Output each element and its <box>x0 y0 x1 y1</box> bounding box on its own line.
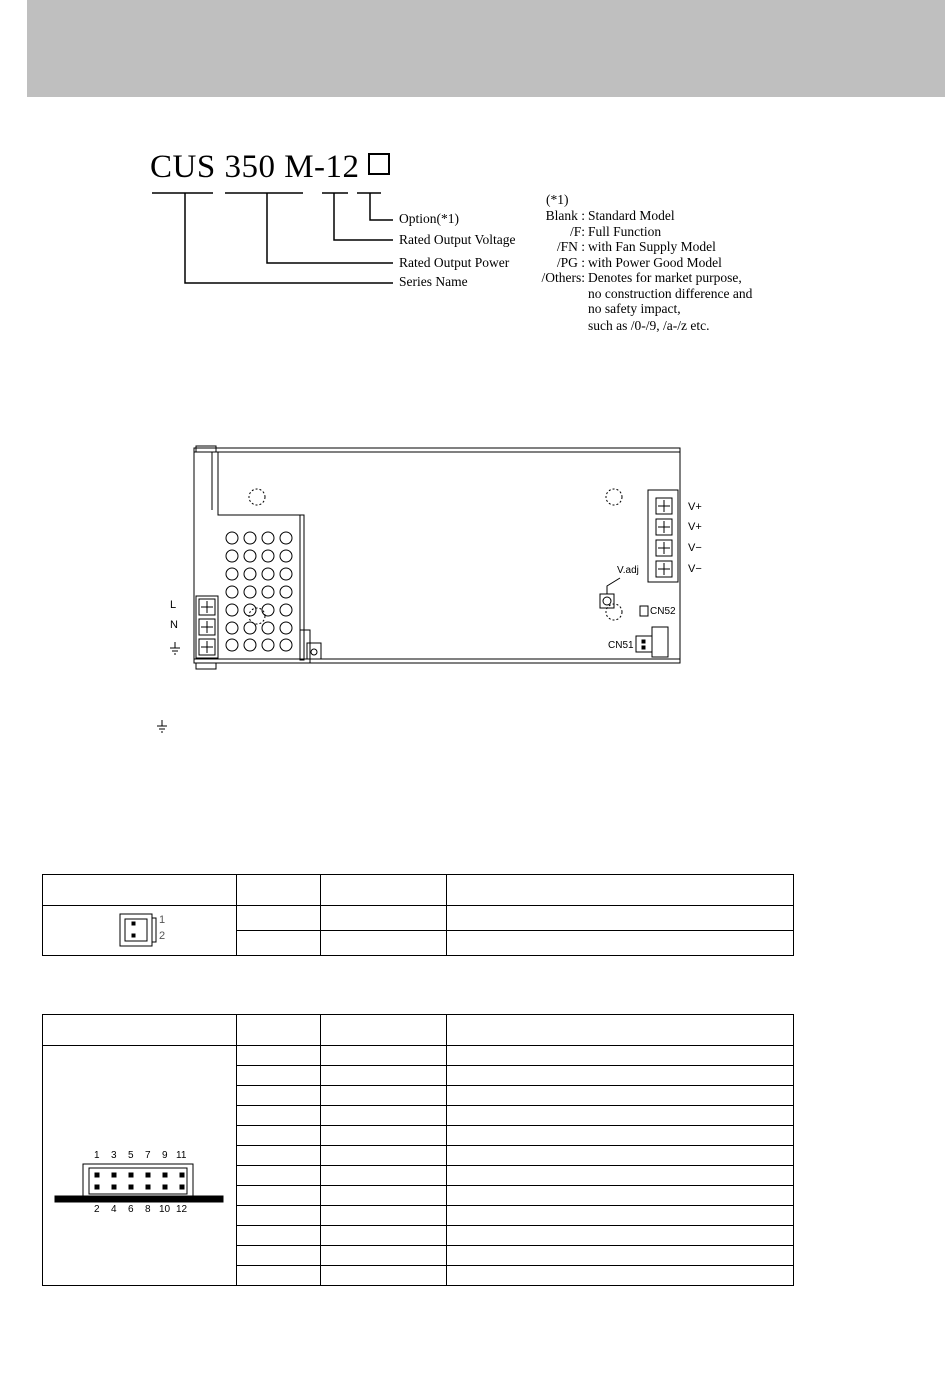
cn51-label: CN51 <box>608 640 634 651</box>
cn51-connector-icon <box>119 912 179 952</box>
cn52-label: CN52 <box>650 606 676 617</box>
option-code-fn: /FN : <box>556 239 585 254</box>
cn52-pin-4: 4 <box>111 1204 117 1215</box>
vadj-label: V.adj <box>617 565 639 576</box>
terminal-label-v-minus-2: V− <box>688 563 702 575</box>
option-desc-fn: with Fan Supply Model <box>588 239 716 254</box>
cn52-pin-5: 5 <box>128 1150 134 1161</box>
cn52-pin-10: 10 <box>159 1204 171 1215</box>
option-continuation-3: such as /0-/9, /a-/z etc. <box>588 318 710 333</box>
vent-holes <box>226 532 292 651</box>
model-voltage: 12 <box>325 149 360 185</box>
option-desc-f: Full Function <box>588 224 662 239</box>
option-continuation-2: no safety impact, <box>588 301 681 316</box>
model-power: 350 <box>224 149 276 185</box>
terminal-label-v-plus-1: V+ <box>688 501 702 513</box>
cn52-pin-7: 7 <box>145 1150 151 1161</box>
cn51-pin-table <box>42 874 794 956</box>
option-desc-pg: with Power Good Model <box>588 255 722 270</box>
option-continuation-1: no construction difference and <box>588 286 753 301</box>
cn52-pin-1: 1 <box>94 1150 100 1161</box>
cn52-connector-icon <box>43 1156 237 1236</box>
label-option: Option(*1) <box>399 211 459 226</box>
cn52-pin-11: 11 <box>176 1150 187 1161</box>
option-code-blank: Blank : <box>545 208 585 223</box>
model-grade: M <box>284 149 315 185</box>
terminal-label-n: N <box>170 619 178 631</box>
cn52-pin-table <box>42 1014 794 1286</box>
cn52-pin-8: 8 <box>145 1204 151 1215</box>
label-series-name: Series Name <box>399 274 468 289</box>
cn51-pin-2: 2 <box>159 930 166 942</box>
model-series: CUS <box>150 149 216 185</box>
cn52-pin-2: 2 <box>94 1204 100 1215</box>
label-rated-output-power: Rated Output Power <box>399 255 510 270</box>
cn51-pin-1: 1 <box>159 914 166 926</box>
cn52-pin-3: 3 <box>111 1150 117 1161</box>
cn52-pin-6: 6 <box>128 1204 134 1215</box>
option-note-marker: (*1) <box>546 192 569 207</box>
cn52-pin-9: 9 <box>162 1150 168 1161</box>
model-dash: - <box>314 149 326 185</box>
label-rated-output-voltage: Rated Output Voltage <box>399 232 516 247</box>
option-desc-others: Denotes for market purpose, <box>588 270 742 285</box>
terminal-label-v-minus-1: V− <box>688 542 702 554</box>
terminal-label-l: L <box>170 599 177 611</box>
option-code-others: /Others: <box>541 270 585 285</box>
option-code-f: /F: <box>569 224 585 239</box>
cn52-pin-12: 12 <box>176 1204 188 1215</box>
terminal-label-v-plus-2: V+ <box>688 521 702 533</box>
option-desc-blank: Standard Model <box>588 208 675 223</box>
cn51-connector-cell <box>43 906 237 956</box>
option-code-pg: /PG : <box>556 255 585 270</box>
cn52-connector-cell <box>43 1046 237 1286</box>
